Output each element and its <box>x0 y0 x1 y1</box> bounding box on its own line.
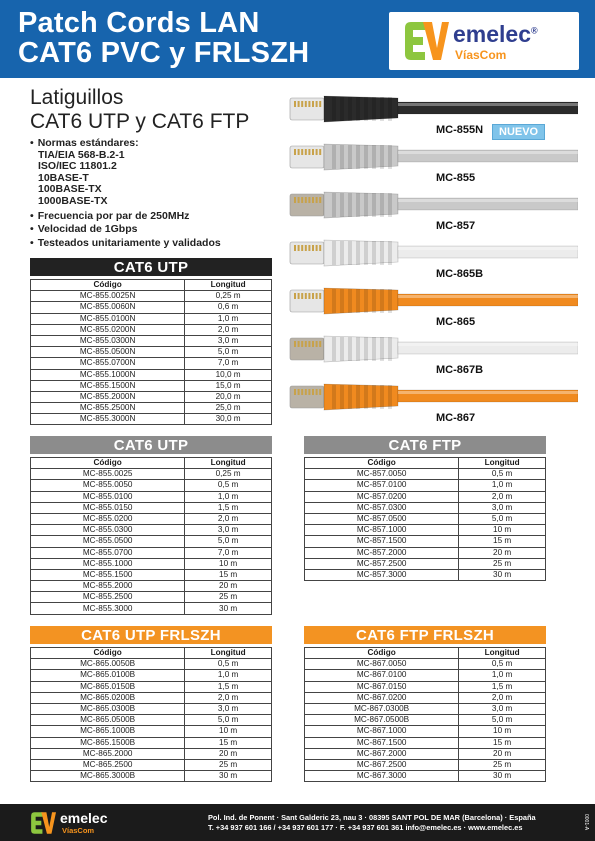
table-row <box>305 480 546 491</box>
product-model-label: MC-867B <box>436 364 484 376</box>
length-cell: 5,0 m <box>185 536 272 547</box>
spec-frequency: • Frecuencia por par de 250MHz <box>30 211 221 223</box>
table-row <box>31 369 272 380</box>
table-row <box>31 547 272 558</box>
product-code-cell: MC-867.1500 <box>305 737 459 748</box>
length-cell: 0,25 m <box>185 469 272 480</box>
table-cat6-utp <box>30 436 272 615</box>
footer-brand-sub: VíasCom <box>62 826 95 835</box>
length-cell: 0,5 m <box>459 469 546 480</box>
length-cell: 2,0 m <box>185 692 272 703</box>
length-cell: 3,0 m <box>185 703 272 714</box>
table-row <box>31 569 272 580</box>
product-code-cell: MC-857.0500 <box>305 513 459 524</box>
table-row <box>31 681 272 692</box>
length-cell: 3,0 m <box>185 525 272 536</box>
product-code-cell: MC-857.1000 <box>305 525 459 536</box>
table-row <box>31 603 272 614</box>
table-row <box>31 491 272 502</box>
product-code-cell: MC-857.3000 <box>305 569 459 580</box>
table-row <box>305 759 546 770</box>
spec-tested: • Testeados unitariamente y validados <box>30 238 221 250</box>
product-code-cell: MC-865.1000B <box>31 726 185 737</box>
table-row <box>31 726 272 737</box>
footer-code: 0001-A <box>583 814 589 831</box>
length-cell: 10 m <box>459 525 546 536</box>
length-cell: 1,0 m <box>185 313 272 324</box>
table-row <box>31 347 272 358</box>
table-row <box>31 335 272 346</box>
length-cell: 20 m <box>459 748 546 759</box>
product-code-cell: MC-855.0025 <box>31 469 185 480</box>
length-cell: 3,0 m <box>459 502 546 513</box>
norm-item: 10BASE-T <box>38 171 89 184</box>
patch-cord-image <box>288 136 578 176</box>
length-cell: 1,5 m <box>185 681 272 692</box>
table-row <box>305 726 546 737</box>
table-row <box>31 502 272 513</box>
length-cell: 15,0 m <box>185 380 272 391</box>
length-cell: 15 m <box>459 737 546 748</box>
product-code-cell: MC-867.1000 <box>305 726 459 737</box>
product-code-cell: MC-855.2500 <box>31 592 185 603</box>
length-cell: 1,0 m <box>185 491 272 502</box>
table-row <box>31 414 272 425</box>
length-cell: 1,5 m <box>185 502 272 513</box>
brand-subtitle: VíasCom <box>455 48 507 62</box>
product-code-cell: MC-855.2000N <box>31 391 185 402</box>
table-row <box>31 403 272 414</box>
patch-cord-image <box>288 184 578 224</box>
product-code-cell: MC-855.1500 <box>31 569 185 580</box>
product-code-cell: MC-855.0300 <box>31 525 185 536</box>
length-cell: 20 m <box>459 547 546 558</box>
product-code-cell: MC-855.0700N <box>31 358 185 369</box>
product-code-cell: MC-867.0200 <box>305 692 459 703</box>
table-row <box>305 681 546 692</box>
product-code-cell: MC-865.0100B <box>31 670 185 681</box>
product-code-cell: MC-865.2500 <box>31 759 185 770</box>
product-code-cell: MC-855.0500 <box>31 536 185 547</box>
footer-contact-line: T. +34 937 601 166 / +34 937 601 177 · F. +34 937 601 361 info@emelec.es · www.emelec.es <box>208 823 523 832</box>
product-code-cell: MC-865.0500B <box>31 715 185 726</box>
product-code-cell: MC-865.0300B <box>31 703 185 714</box>
table-cat6-utp-n <box>30 258 272 425</box>
table-row <box>305 692 546 703</box>
table-row <box>31 391 272 402</box>
table-row <box>305 513 546 524</box>
product-code-cell: MC-857.0050 <box>305 469 459 480</box>
product-model-label: MC-867 <box>436 412 476 424</box>
table-row <box>305 502 546 513</box>
table-row <box>305 748 546 759</box>
product-code-cell: MC-857.0200 <box>305 491 459 502</box>
table-row <box>305 659 546 670</box>
table-row <box>31 592 272 603</box>
norm-item: TIA/EIA 568-B.2-1 <box>38 148 125 161</box>
subtitle-line2: CAT6 UTP y CAT6 FTP <box>30 110 250 133</box>
product-table <box>304 457 546 581</box>
product-code-cell: MC-855.0150 <box>31 502 185 513</box>
product-code-cell: MC-865.1500B <box>31 737 185 748</box>
table-row <box>305 715 546 726</box>
product-code-cell: MC-867.0050 <box>305 659 459 670</box>
product-code-cell: MC-855.0025N <box>31 291 185 302</box>
column-header: Longitud <box>185 458 272 469</box>
length-cell: 3,0 m <box>459 703 546 714</box>
patch-cord-image <box>288 280 578 320</box>
product-code-cell: MC-855.2500N <box>31 403 185 414</box>
product-code-cell: MC-867.0150 <box>305 681 459 692</box>
table-row <box>305 771 546 782</box>
length-cell: 7,0 m <box>185 547 272 558</box>
table-title: CAT6 UTP <box>30 436 272 454</box>
product-code-cell: MC-855.3000 <box>31 603 185 614</box>
table-cat6-ftp-frlszh <box>304 626 546 782</box>
table-row <box>31 670 272 681</box>
product-code-cell: MC-865.0150B <box>31 681 185 692</box>
table-title: CAT6 UTP FRLSZH <box>30 626 272 644</box>
table-row <box>305 491 546 502</box>
product-table <box>30 279 272 425</box>
table-row <box>305 703 546 714</box>
length-cell: 1,0 m <box>459 480 546 491</box>
brand-name: emelec® <box>453 21 538 47</box>
length-cell: 15 m <box>459 536 546 547</box>
product-code-cell: MC-867.0100 <box>305 670 459 681</box>
column-header: Código <box>31 280 185 291</box>
table-title: CAT6 UTP <box>30 258 272 276</box>
table-row <box>305 737 546 748</box>
table-row <box>305 569 546 580</box>
table-title: CAT6 FTP <box>304 436 546 454</box>
table-row <box>31 692 272 703</box>
product-code-cell: MC-855.0700 <box>31 547 185 558</box>
subtitle-line1: Latiguillos <box>30 86 124 109</box>
length-cell: 5,0 m <box>459 513 546 524</box>
column-header: Longitud <box>185 648 272 659</box>
table-row <box>31 525 272 536</box>
table-cat6-ftp <box>304 436 546 581</box>
table-row <box>31 469 272 480</box>
norm-item: 1000BASE-TX <box>38 194 108 207</box>
product-code-cell: MC-855.0200N <box>31 324 185 335</box>
patch-cord-image <box>288 328 578 368</box>
length-cell: 3,0 m <box>185 335 272 346</box>
product-code-cell: MC-867.3000 <box>305 771 459 782</box>
table-row <box>31 715 272 726</box>
product-code-cell: MC-865.3000B <box>31 771 185 782</box>
table-cat6-utp-frlszh <box>30 626 272 782</box>
product-model-label: MC-865B <box>436 268 484 280</box>
page-title-line1: Patch Cords LAN <box>18 7 260 39</box>
length-cell: 20 m <box>185 748 272 759</box>
product-code-cell: MC-857.2500 <box>305 558 459 569</box>
length-cell: 7,0 m <box>185 358 272 369</box>
product-code-cell: MC-857.0100 <box>305 480 459 491</box>
brand-logo <box>389 12 579 70</box>
table-row <box>31 313 272 324</box>
header-banner <box>0 0 595 78</box>
footer-address <box>208 813 536 833</box>
table-row <box>31 737 272 748</box>
length-cell: 20,0 m <box>185 391 272 402</box>
product-code-cell: MC-865.0050B <box>31 659 185 670</box>
length-cell: 2,0 m <box>459 692 546 703</box>
footer <box>0 804 595 841</box>
length-cell: 30 m <box>185 603 272 614</box>
product-code-cell: MC-857.2000 <box>305 547 459 558</box>
product-table <box>30 647 272 782</box>
table-row <box>31 703 272 714</box>
column-header: Código <box>31 648 185 659</box>
column-header: Longitud <box>459 458 546 469</box>
product-code-cell: MC-867.2500 <box>305 759 459 770</box>
table-title: CAT6 FTP FRLSZH <box>304 626 546 644</box>
table-row <box>305 558 546 569</box>
product-code-cell: MC-857.0300 <box>305 502 459 513</box>
product-code-cell: MC-855.3000N <box>31 414 185 425</box>
length-cell: 5,0 m <box>185 347 272 358</box>
length-cell: 25 m <box>459 759 546 770</box>
product-subtitle <box>30 86 249 134</box>
length-cell: 2,0 m <box>185 324 272 335</box>
product-code-cell: MC-855.0500N <box>31 347 185 358</box>
length-cell: 25 m <box>185 759 272 770</box>
patch-cord-image <box>288 232 578 272</box>
product-code-cell: MC-855.2000 <box>31 581 185 592</box>
length-cell: 30 m <box>185 771 272 782</box>
product-code-cell: MC-855.0100 <box>31 491 185 502</box>
table-row <box>31 536 272 547</box>
product-code-cell: MC-855.1000N <box>31 369 185 380</box>
footer-brand: emelec <box>60 810 108 826</box>
table-row <box>31 581 272 592</box>
length-cell: 25,0 m <box>185 403 272 414</box>
length-cell: 0,6 m <box>185 302 272 313</box>
new-badge: NUEVO <box>492 124 545 140</box>
spec-speed: • Velocidad de 1Gbps <box>30 224 221 236</box>
length-cell: 1,5 m <box>459 681 546 692</box>
length-cell: 10 m <box>459 726 546 737</box>
length-cell: 25 m <box>185 592 272 603</box>
length-cell: 30 m <box>459 569 546 580</box>
product-code-cell: MC-867.0300B <box>305 703 459 714</box>
table-row <box>31 480 272 491</box>
table-row <box>31 771 272 782</box>
table-row <box>31 380 272 391</box>
product-code-cell: MC-855.0100N <box>31 313 185 324</box>
table-row <box>31 324 272 335</box>
table-row <box>31 759 272 770</box>
product-code-cell: MC-865.2000 <box>31 748 185 759</box>
ev-logo-icon <box>30 810 56 836</box>
product-code-cell: MC-855.0300N <box>31 335 185 346</box>
length-cell: 20 m <box>185 581 272 592</box>
table-row <box>31 358 272 369</box>
length-cell: 10 m <box>185 558 272 569</box>
product-code-cell: MC-855.0060N <box>31 302 185 313</box>
table-row <box>31 291 272 302</box>
length-cell: 10 m <box>185 726 272 737</box>
column-header: Longitud <box>459 648 546 659</box>
product-code-cell: MC-855.1500N <box>31 380 185 391</box>
table-row <box>31 558 272 569</box>
norms-title: • Normas estándares: <box>30 138 221 150</box>
table-row <box>31 302 272 313</box>
length-cell: 10,0 m <box>185 369 272 380</box>
length-cell: 1,0 m <box>459 670 546 681</box>
length-cell: 0,5 m <box>459 659 546 670</box>
product-code-cell: MC-865.0200B <box>31 692 185 703</box>
length-cell: 1,0 m <box>185 670 272 681</box>
product-code-cell: MC-857.1500 <box>305 536 459 547</box>
ev-logo-icon <box>403 18 449 64</box>
table-row <box>31 513 272 524</box>
table-row <box>305 547 546 558</box>
length-cell: 2,0 m <box>459 491 546 502</box>
table-row <box>31 659 272 670</box>
length-cell: 5,0 m <box>459 715 546 726</box>
norm-item: ISO/IEC 11801.2 <box>38 160 117 173</box>
norm-item: 100BASE-TX <box>38 183 102 196</box>
product-code-cell: MC-867.2000 <box>305 748 459 759</box>
spec-list <box>30 138 221 249</box>
product-code-cell: MC-867.0500B <box>305 715 459 726</box>
length-cell: 15 m <box>185 737 272 748</box>
length-cell: 5,0 m <box>185 715 272 726</box>
length-cell: 25 m <box>459 558 546 569</box>
length-cell: 2,0 m <box>185 513 272 524</box>
footer-address-line: Pol. Ind. de Ponent · Sant Galderic 23, nau 3 · 08395 SANT POL DE MAR (Barcelona) · España <box>208 813 536 822</box>
length-cell: 30 m <box>459 771 546 782</box>
table-row <box>305 469 546 480</box>
column-header: Código <box>31 458 185 469</box>
product-model-label: MC-865 <box>436 316 476 328</box>
column-header: Longitud <box>185 280 272 291</box>
page-title-line2: CAT6 PVC y FRLSZH <box>18 37 310 69</box>
product-model-label: MC-857 <box>436 220 476 232</box>
table-row <box>305 670 546 681</box>
table-row <box>31 748 272 759</box>
table-row <box>305 536 546 547</box>
product-code-cell: MC-855.0050 <box>31 480 185 491</box>
length-cell: 15 m <box>185 569 272 580</box>
length-cell: 0,25 m <box>185 291 272 302</box>
product-model-label: MC-855N <box>436 124 484 136</box>
product-table <box>30 457 272 615</box>
column-header: Código <box>305 648 459 659</box>
patch-cord-image <box>288 376 578 416</box>
product-model-label: MC-855 <box>436 172 476 184</box>
product-code-cell: MC-855.1000 <box>31 558 185 569</box>
table-row <box>305 525 546 536</box>
product-code-cell: MC-855.0200 <box>31 513 185 524</box>
product-table <box>304 647 546 782</box>
length-cell: 30,0 m <box>185 414 272 425</box>
column-header: Código <box>305 458 459 469</box>
length-cell: 0,5 m <box>185 659 272 670</box>
length-cell: 0,5 m <box>185 480 272 491</box>
patch-cord-image <box>288 88 578 128</box>
